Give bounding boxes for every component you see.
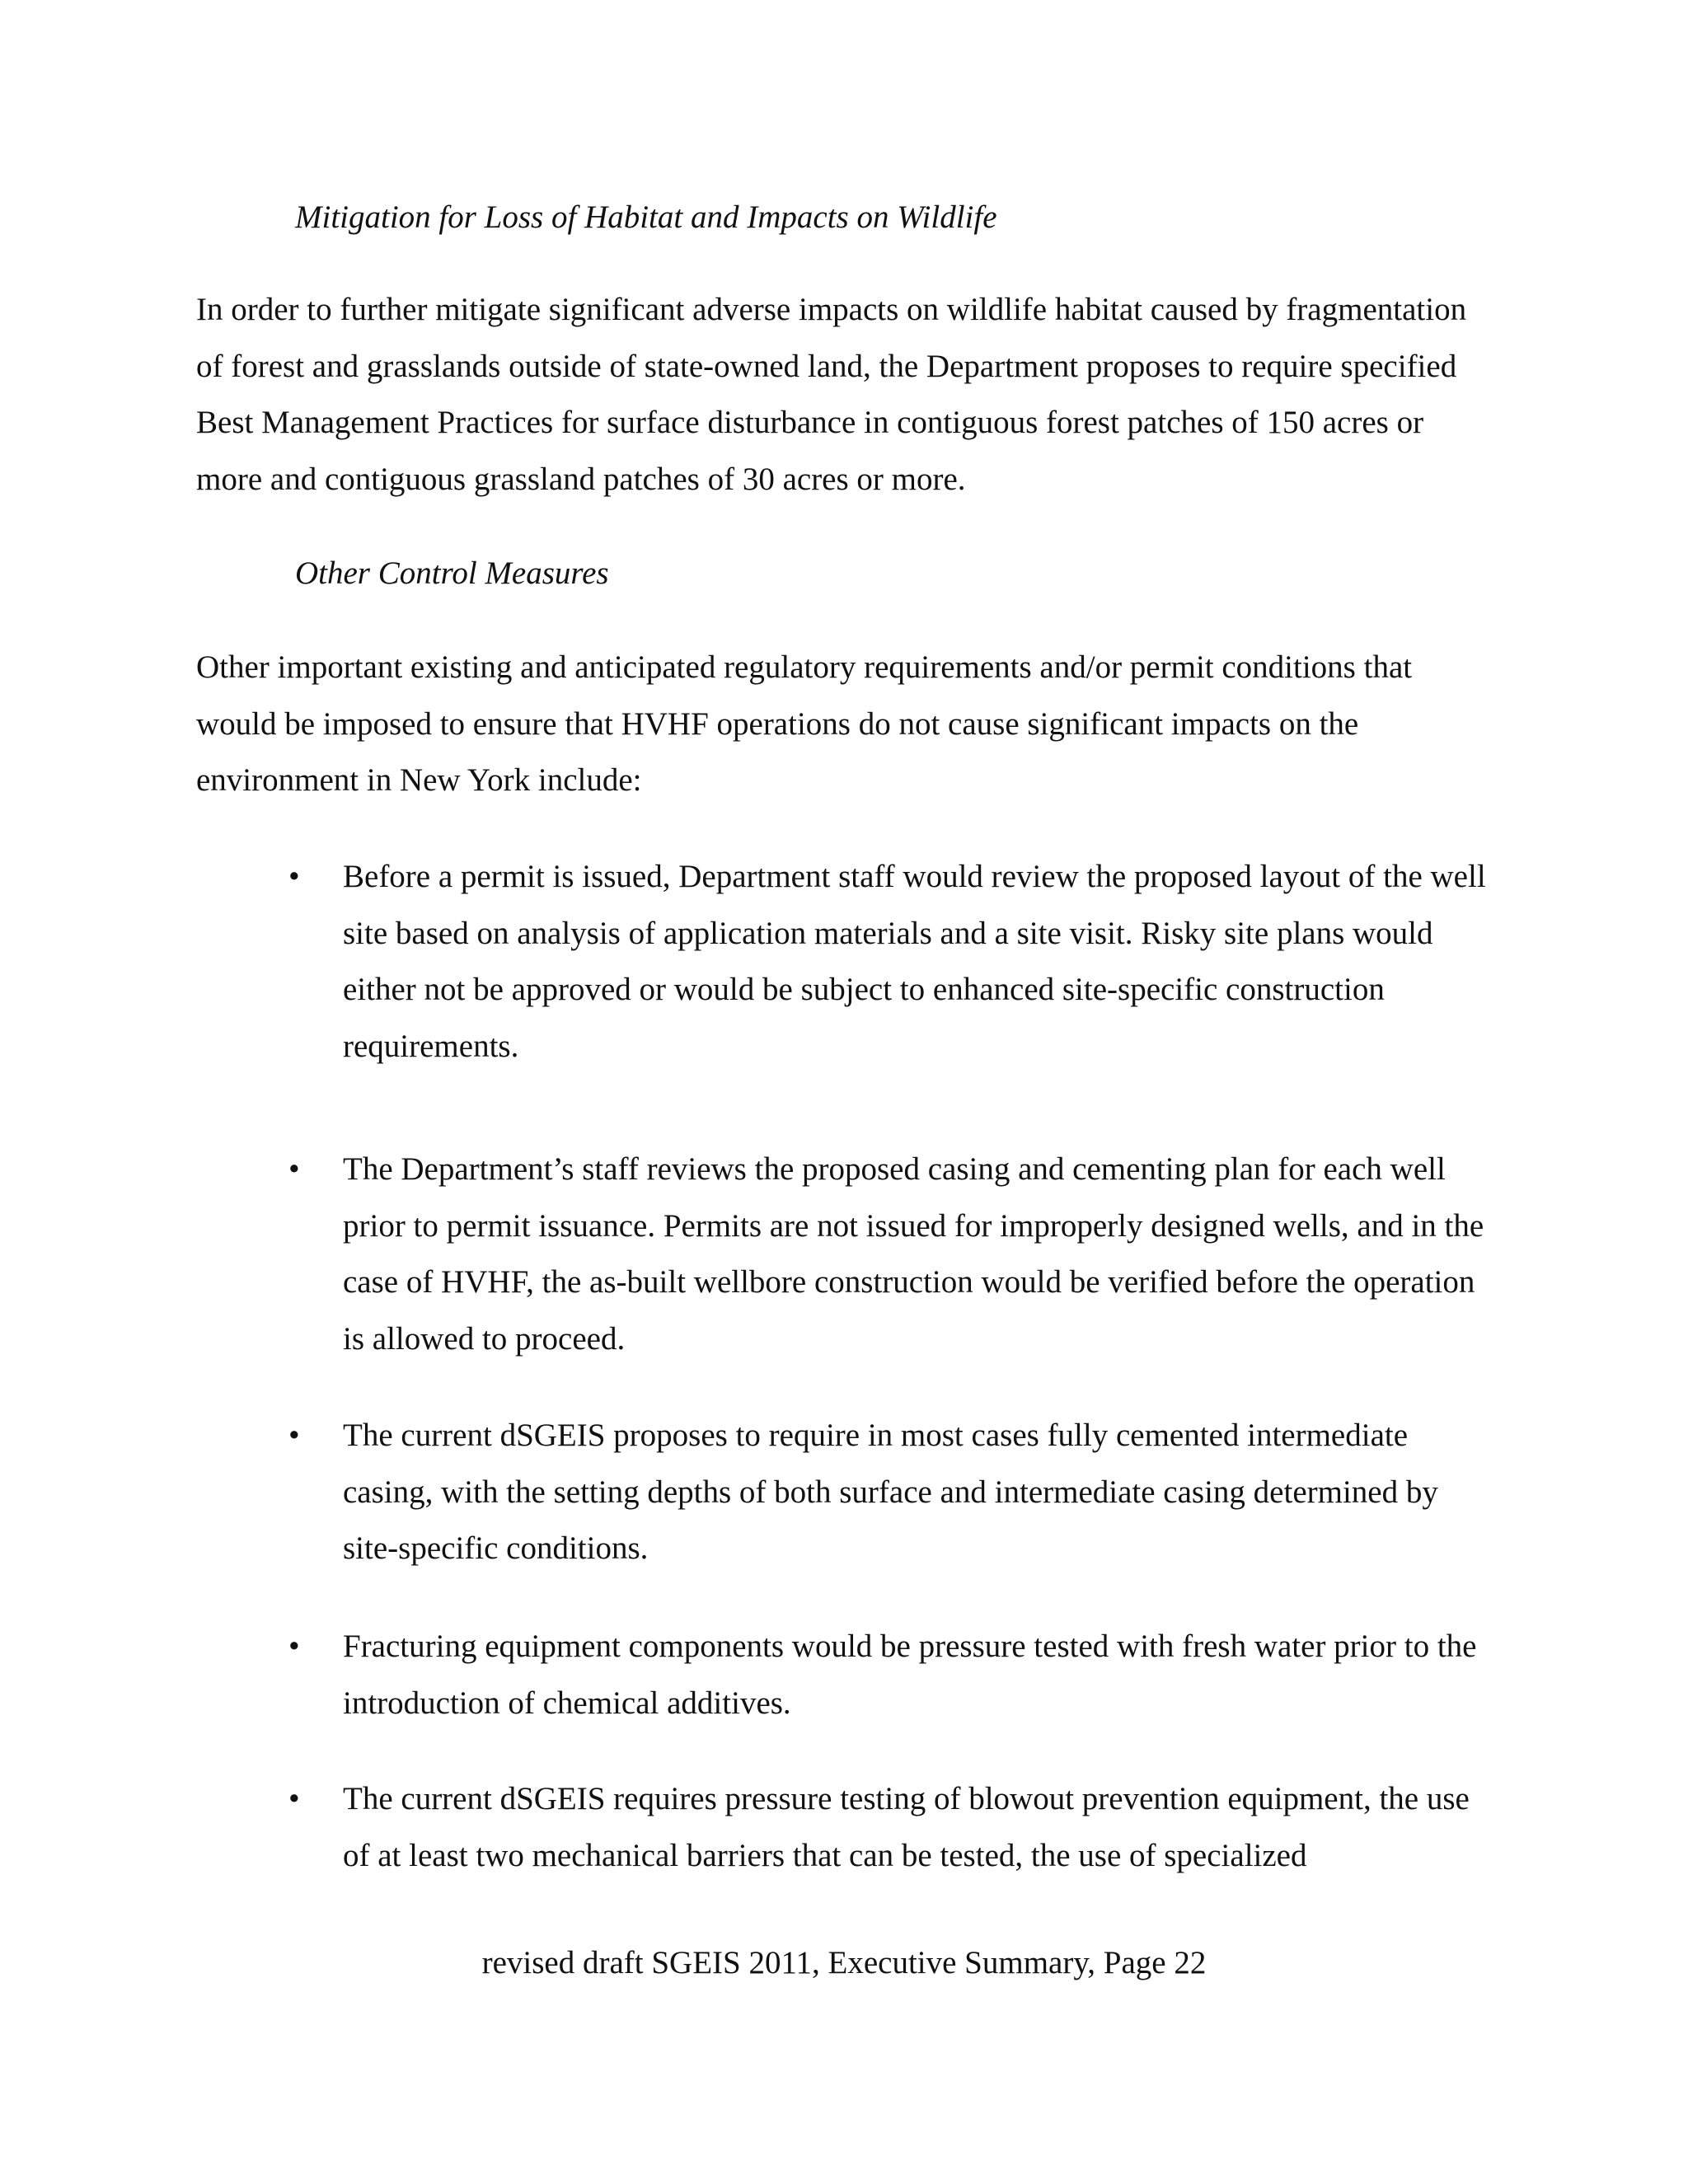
bullet-icon: • [288,859,300,894]
list-item-text: The current dSGEIS requires pressure testing of blowout prevention equipment, the use of at least two mechanical barriers that can be tested, the use of specialized [343,1781,1470,1873]
list-item-text: Before a permit is issued, Department staff would review the proposed layout of the well site based on analysis of application materials and a site visit. Risky site plans would either not be approved or would be subject to enhanced site-specific construction requirements. [343,859,1486,1065]
section-heading-other-control-measures: Other Control Measures [295,555,609,591]
list-item-text: The Department’s staff reviews the proposed casing and cementing plan for each well prior to permit issuance. Permits are not issued for improperly designed wells, and in the case of HVHF, the as-built wellbore construction would be verified before the operation is allowed to proceed. [343,1151,1484,1357]
list-item-text: Fracturing equipment components would be pressure tested with fresh water prior to the introduction of chemical additives. [343,1629,1477,1721]
page-footer: revised draft SGEIS 2011, Executive Summary, Page 22 [481,1945,1207,1980]
bullet-icon: • [288,1781,300,1816]
paragraph-other-control-measures: Other important existing and anticipated regulatory requirements and/or permit conditions that would be imposed to ensure that HVHF operations do not cause significant impacts on the environment in New York include: [196,649,1413,799]
paragraph-habitat-mitigation: In order to further mitigate significant adverse impacts on wildlife habitat caused by fragmentation of forest and grasslands outside of state-owned land, the Department proposes to require specified Best Management Practices for surface disturbance in contiguous forest patches of 150 acres or more and contiguous grassland patches of 30 acres or more. [196,292,1467,498]
list-item-text: The current dSGEIS proposes to require in most cases fully cemented intermediate casing, with the setting depths of both surface and intermediate casing determined by site-specific conditions. [343,1418,1438,1567]
bullet-icon: • [288,1629,300,1664]
bullet-icon: • [288,1151,300,1187]
section-heading-habitat-mitigation: Mitigation for Loss of Habitat and Impacts on Wildlife [295,199,997,235]
bullet-icon: • [288,1418,300,1453]
